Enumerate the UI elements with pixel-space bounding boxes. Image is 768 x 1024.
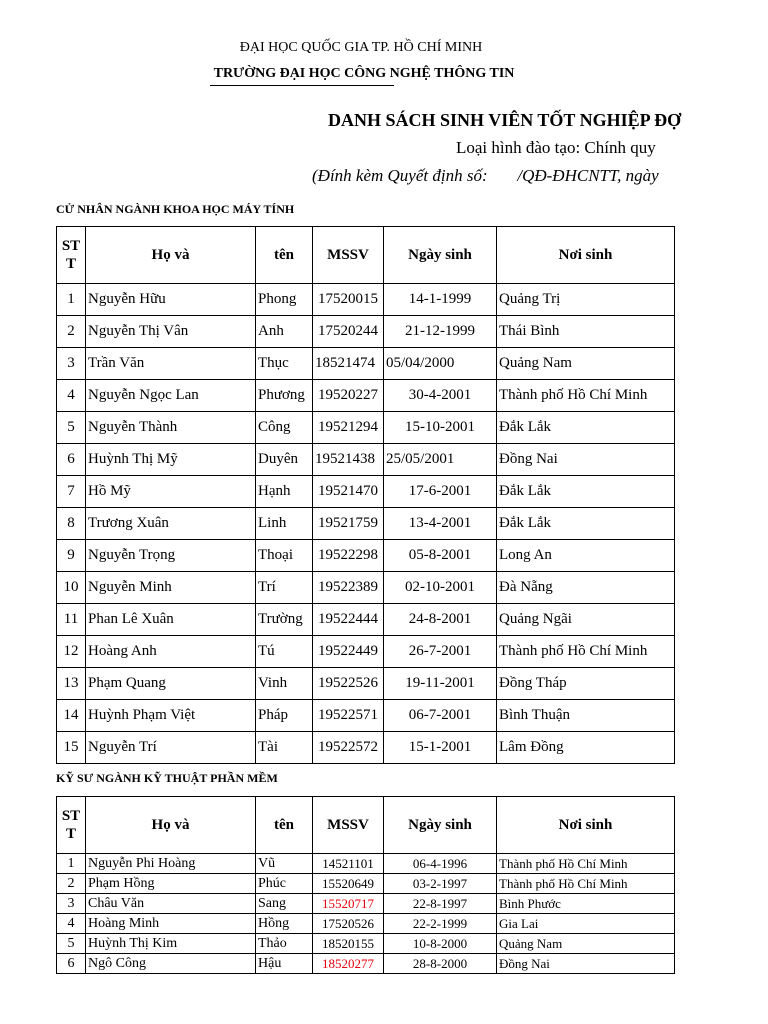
- table-row: [57, 316, 675, 348]
- cell-stt: 4: [57, 380, 86, 412]
- cell-ho: Huỳnh Phạm Việt: [86, 700, 256, 732]
- cell-mssv: 19522444: [313, 604, 384, 636]
- cell-noisinh: Đồng Tháp: [497, 668, 675, 700]
- university-name: ĐẠI HỌC QUỐC GIA TP. HỒ CHÍ MINH: [239, 40, 483, 55]
- table-row: [57, 934, 675, 954]
- cell-stt: 1: [57, 284, 86, 316]
- cell-stt: 7: [57, 476, 86, 508]
- cell-ten: Thục: [256, 348, 313, 380]
- col-header-stt: ST T: [57, 797, 86, 854]
- cell-noisinh: Thành phố Hồ Chí Minh: [497, 380, 675, 412]
- cell-ngaysinh: 13-4-2001: [384, 508, 497, 540]
- cell-noisinh: Long An: [497, 540, 675, 572]
- table-row: [57, 914, 675, 934]
- cell-ngaysinh: 15-1-2001: [384, 732, 497, 764]
- cell-ngaysinh: 22-2-1999: [384, 914, 497, 934]
- cell-ten: Linh: [256, 508, 313, 540]
- cell-stt: 3: [57, 894, 86, 914]
- table-header-row: [57, 227, 675, 284]
- cell-noisinh: Đồng Nai: [497, 444, 675, 476]
- cell-ngaysinh: 03-2-1997: [384, 874, 497, 894]
- table-row: [57, 700, 675, 732]
- cell-stt: 2: [57, 316, 86, 348]
- cell-stt: 2: [57, 874, 86, 894]
- cell-ho: Phan Lê Xuân: [86, 604, 256, 636]
- cell-noisinh: Đắk Lắk: [497, 476, 675, 508]
- cell-ten: Trường: [256, 604, 313, 636]
- col-header-ten: tên: [256, 227, 313, 284]
- cell-mssv: 18521474: [313, 348, 384, 380]
- cell-noisinh: Đà Nẵng: [497, 572, 675, 604]
- cell-ten: Công: [256, 412, 313, 444]
- school-underline: [210, 85, 394, 86]
- table-row: [57, 894, 675, 914]
- cell-noisinh: Đắk Lắk: [497, 508, 675, 540]
- cell-mssv: 19520227: [313, 380, 384, 412]
- cell-mssv: 17520244: [313, 316, 384, 348]
- cell-mssv: 19521759: [313, 508, 384, 540]
- col-header-ho: Họ và: [86, 797, 256, 854]
- cell-ngaysinh: 28-8-2000: [384, 954, 497, 974]
- cell-ho: Hoàng Minh: [86, 914, 256, 934]
- cell-stt: 4: [57, 914, 86, 934]
- cell-mssv: 15520649: [313, 874, 384, 894]
- cell-stt: 3: [57, 348, 86, 380]
- cell-noisinh: Thái Bình: [497, 316, 675, 348]
- cell-stt: 15: [57, 732, 86, 764]
- cell-ngaysinh: 24-8-2001: [384, 604, 497, 636]
- cell-mssv: 19522389: [313, 572, 384, 604]
- cell-ten: Tú: [256, 636, 313, 668]
- cell-ngaysinh: 02-10-2001: [384, 572, 497, 604]
- table-row: [57, 508, 675, 540]
- cell-noisinh: Quảng Nam: [497, 348, 675, 380]
- cell-ngaysinh: 05-8-2001: [384, 540, 497, 572]
- table-row: [57, 854, 675, 874]
- cell-ten: Sang: [256, 894, 313, 914]
- table-row: [57, 348, 675, 380]
- table-row: [57, 732, 675, 764]
- cell-ngaysinh: 06-4-1996: [384, 854, 497, 874]
- table-row: [57, 412, 675, 444]
- cell-mssv: 19522449: [313, 636, 384, 668]
- cell-ho: Phạm Hồng: [86, 874, 256, 894]
- cell-ho: Trần Văn: [86, 348, 256, 380]
- table-row: [57, 540, 675, 572]
- cell-ngaysinh: 14-1-1999: [384, 284, 497, 316]
- cell-mssv: 19522571: [313, 700, 384, 732]
- cell-noisinh: Bình Thuận: [497, 700, 675, 732]
- cell-ten: Thảo: [256, 934, 313, 954]
- table-row: [57, 668, 675, 700]
- cell-mssv: 15520717: [313, 894, 384, 914]
- cell-noisinh: Gia Lai: [497, 914, 675, 934]
- cell-ho: Nguyễn Thị Vân: [86, 316, 256, 348]
- table-row: [57, 380, 675, 412]
- col-header-ten: tên: [256, 797, 313, 854]
- col-header-ho: Họ và: [86, 227, 256, 284]
- col-header-ngaysinh: Ngày sinh: [384, 797, 497, 854]
- cell-mssv: 14521101: [313, 854, 384, 874]
- cell-ngaysinh: 30-4-2001: [384, 380, 497, 412]
- cell-noisinh: Đồng Nai: [497, 954, 675, 974]
- cell-stt: 5: [57, 934, 86, 954]
- cell-noisinh: Thành phố Hồ Chí Minh: [497, 874, 675, 894]
- cell-ho: Phạm Quang: [86, 668, 256, 700]
- cell-stt: 1: [57, 854, 86, 874]
- cell-ho: Nguyễn Hữu: [86, 284, 256, 316]
- table-body: [57, 284, 675, 764]
- cell-ten: Hạnh: [256, 476, 313, 508]
- cell-ngaysinh: 17-6-2001: [384, 476, 497, 508]
- cell-ten: Hậu: [256, 954, 313, 974]
- cell-ho: Nguyễn Trọng: [86, 540, 256, 572]
- cell-noisinh: Thành phố Hồ Chí Minh: [497, 854, 675, 874]
- cell-ngaysinh: 05/04/2000: [384, 348, 497, 380]
- cell-ho: Nguyễn Minh: [86, 572, 256, 604]
- cell-ten: Vinh: [256, 668, 313, 700]
- table-row: [57, 636, 675, 668]
- cell-ngaysinh: 15-10-2001: [384, 412, 497, 444]
- cell-noisinh: Quảng Trị: [497, 284, 675, 316]
- student-table-software-engineering: [56, 796, 675, 974]
- cell-ten: Pháp: [256, 700, 313, 732]
- cell-ten: Thoại: [256, 540, 313, 572]
- cell-ho: Hồ Mỹ: [86, 476, 256, 508]
- cell-ten: Phong: [256, 284, 313, 316]
- cell-ngaysinh: 26-7-2001: [384, 636, 497, 668]
- cell-mssv: 19521438: [313, 444, 384, 476]
- table-header-row: [57, 797, 675, 854]
- cell-mssv: 17520526: [313, 914, 384, 934]
- table-row: [57, 874, 675, 894]
- cell-noisinh: Đắk Lắk: [497, 412, 675, 444]
- cell-noisinh: Lâm Đồng: [497, 732, 675, 764]
- training-type: Loại hình đào tạo: Chính quy: [456, 138, 656, 157]
- cell-ho: Nguyễn Thành: [86, 412, 256, 444]
- cell-ho: Trương Xuân: [86, 508, 256, 540]
- cell-ten: Trí: [256, 572, 313, 604]
- section-heading-software-engineering: KỸ SƯ NGÀNH KỸ THUẬT PHẦN MỀM: [56, 771, 278, 785]
- student-table-computer-science: [56, 226, 675, 764]
- cell-stt: 11: [57, 604, 86, 636]
- col-header-ngaysinh: Ngày sinh: [384, 227, 497, 284]
- section-heading-computer-science: CỬ NHÂN NGÀNH KHOA HỌC MÁY TÍNH: [56, 202, 295, 216]
- cell-stt: 12: [57, 636, 86, 668]
- cell-ho: Hoàng Anh: [86, 636, 256, 668]
- cell-ngaysinh: 22-8-1997: [384, 894, 497, 914]
- cell-mssv: 19521294: [313, 412, 384, 444]
- cell-ten: Hồng: [256, 914, 313, 934]
- col-header-noisinh: Nơi sinh: [497, 797, 675, 854]
- table-row: [57, 476, 675, 508]
- col-header-mssv: MSSV: [313, 797, 384, 854]
- table-row: [57, 954, 675, 974]
- school-name: TRƯỜNG ĐẠI HỌC CÔNG NGHỆ THÔNG TIN: [213, 66, 515, 81]
- cell-stt: 9: [57, 540, 86, 572]
- cell-noisinh: Quảng Nam: [497, 934, 675, 954]
- table-row: [57, 604, 675, 636]
- cell-stt: 6: [57, 954, 86, 974]
- cell-stt: 13: [57, 668, 86, 700]
- table-body: [57, 854, 675, 974]
- cell-noisinh: Quảng Ngãi: [497, 604, 675, 636]
- cell-ngaysinh: 21-12-1999: [384, 316, 497, 348]
- cell-ngaysinh: 19-11-2001: [384, 668, 497, 700]
- cell-ten: Phương: [256, 380, 313, 412]
- table-row: [57, 284, 675, 316]
- cell-noisinh: Thành phố Hồ Chí Minh: [497, 636, 675, 668]
- cell-ho: Châu Văn: [86, 894, 256, 914]
- cell-stt: 14: [57, 700, 86, 732]
- cell-ho: Ngô Công: [86, 954, 256, 974]
- cell-mssv: 17520015: [313, 284, 384, 316]
- cell-ho: Nguyễn Ngọc Lan: [86, 380, 256, 412]
- col-header-noisinh: Nơi sinh: [497, 227, 675, 284]
- document-title: DANH SÁCH SINH VIÊN TỐT NGHIỆP ĐỢ: [328, 110, 682, 130]
- col-header-mssv: MSSV: [313, 227, 384, 284]
- cell-ten: Duyên: [256, 444, 313, 476]
- cell-ho: Huỳnh Thị Kim: [86, 934, 256, 954]
- cell-noisinh: Bình Phước: [497, 894, 675, 914]
- table-row: [57, 444, 675, 476]
- cell-ten: Anh: [256, 316, 313, 348]
- cell-ngaysinh: 25/05/2001: [384, 444, 497, 476]
- cell-stt: 10: [57, 572, 86, 604]
- table-row: [57, 572, 675, 604]
- cell-ho: Nguyễn Phi Hoàng: [86, 854, 256, 874]
- cell-ho: Huỳnh Thị Mỹ: [86, 444, 256, 476]
- decision-reference: (Đính kèm Quyết định số: /QĐ-ĐHCNTT, ngày: [312, 166, 659, 185]
- cell-ngaysinh: 10-8-2000: [384, 934, 497, 954]
- cell-ngaysinh: 06-7-2001: [384, 700, 497, 732]
- cell-ten: Vũ: [256, 854, 313, 874]
- cell-mssv: 19522298: [313, 540, 384, 572]
- cell-stt: 6: [57, 444, 86, 476]
- cell-mssv: 19522572: [313, 732, 384, 764]
- cell-stt: 5: [57, 412, 86, 444]
- cell-ten: Phúc: [256, 874, 313, 894]
- cell-stt: 8: [57, 508, 86, 540]
- cell-mssv: 19521470: [313, 476, 384, 508]
- cell-ten: Tài: [256, 732, 313, 764]
- cell-mssv: 18520277: [313, 954, 384, 974]
- cell-mssv: 19522526: [313, 668, 384, 700]
- col-header-stt: ST T: [57, 227, 86, 284]
- cell-mssv: 18520155: [313, 934, 384, 954]
- cell-ho: Nguyễn Trí: [86, 732, 256, 764]
